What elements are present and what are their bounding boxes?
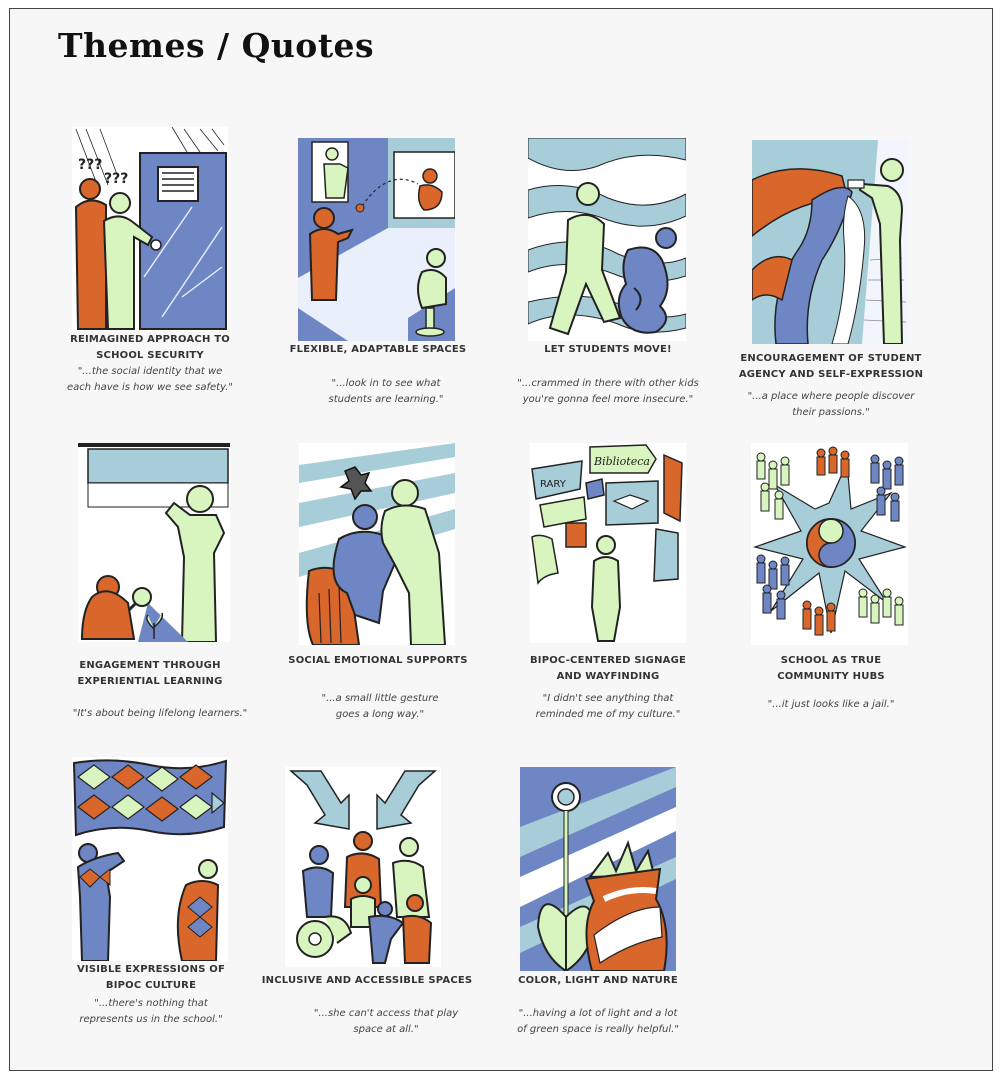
theme-quote-line: "...she can't access that play: [313, 1008, 459, 1019]
theme-title-line: VISIBLE EXPRESSIONS OF: [76, 964, 226, 975]
painting-wall-illustration: [752, 140, 909, 344]
theme-title: [486, 973, 710, 989]
sign-biblioteca-text: Biblioteca: [594, 455, 650, 468]
plant-sunlight-illustration: [520, 767, 676, 971]
theme-title-line: SOCIAL EMOTIONAL SUPPORTS: [288, 655, 468, 666]
flexible-space-illustration: [298, 138, 455, 341]
theme-quote-line: you're gonna feel more insecure.": [522, 394, 694, 405]
theme-title: [496, 653, 720, 685]
theme-quote-line: their passions.": [792, 407, 870, 418]
sign-library-text: RARY: [540, 479, 566, 490]
theme-title: [266, 653, 490, 669]
theme-title: [40, 332, 260, 364]
theme-title-line: ENCOURAGEMENT OF STUDENT: [740, 353, 922, 364]
theme-title-line: INCLUSIVE AND ACCESSIBLE SPACES: [261, 975, 473, 986]
svg-text:???: ???: [104, 171, 129, 187]
theme-quote-line: of green space is really helpful.": [517, 1024, 679, 1035]
theme-title: [722, 653, 940, 685]
theme-quote-line: reminded me of my culture.": [535, 709, 681, 720]
theme-title: [722, 351, 940, 383]
theme-quote-line: represents us in the school.": [79, 1014, 223, 1025]
theme-title-line: EXPERIENTIAL LEARNING: [77, 676, 223, 687]
theme-quote-line: "It's about being lifelong learners.": [72, 708, 248, 719]
theme-quote: [40, 706, 280, 722]
theme-title-line: BIPOC CULTURE: [105, 980, 197, 991]
theme-title-line: ENGAGEMENT THROUGH: [79, 660, 221, 671]
theme-title-line: AGENCY AND SELF-EXPRESSION: [738, 369, 924, 380]
theme-quote: [722, 697, 940, 713]
theme-quote: [276, 1006, 496, 1038]
svg-text:???: ???: [78, 157, 103, 173]
theme-title: [266, 342, 490, 358]
theme-quote: [496, 376, 720, 408]
theme-title-line: LET STUDENTS MOVE!: [544, 344, 672, 355]
inclusive-group-illustration: [285, 767, 441, 967]
theme-quote-line: goes a long way.": [335, 709, 425, 720]
theme-title: [252, 973, 482, 989]
theme-title-line: COLOR, LIGHT AND NATURE: [518, 975, 678, 986]
students-moving-illustration: [528, 138, 686, 341]
theme-quote: [276, 376, 496, 408]
theme-title-line: SCHOOL SECURITY: [96, 350, 204, 361]
magnifier-plant-illustration: [78, 443, 230, 642]
theme-quote-line: "...the social identity that we: [77, 366, 223, 377]
security-door-illustration: [72, 127, 228, 331]
theme-quote-line: each have is how we see safety.": [66, 382, 234, 393]
theme-quote-line: space at all.": [353, 1024, 419, 1035]
comforting-illustration: [299, 443, 455, 645]
theme-title: [496, 342, 720, 358]
theme-quote-line: "I didn't see anything that: [542, 693, 674, 704]
theme-quote: [720, 389, 942, 421]
theme-quote-line: "...a small little gesture: [321, 693, 439, 704]
theme-quote-line: "...it just looks like a jail.": [767, 699, 895, 710]
theme-title-line: FLEXIBLE, ADAPTABLE SPACES: [289, 344, 467, 355]
theme-quote-line: "...a place where people discover: [747, 391, 915, 402]
theme-quote: [270, 691, 490, 723]
theme-quote: [40, 996, 262, 1028]
theme-quote-line: "...crammed in there with other kids: [517, 378, 699, 389]
theme-title-line: AND WAYFINDING: [556, 671, 660, 682]
theme-title-line: COMMUNITY HUBS: [777, 671, 885, 682]
theme-title-line: BIPOC-CENTERED SIGNAGE: [529, 655, 687, 666]
cultural-patterns-illustration: [72, 757, 228, 961]
theme-quote: [496, 691, 720, 723]
theme-title-line: REIMAGINED APPROACH TO: [70, 334, 230, 345]
multilingual-signs-illustration: [530, 443, 686, 643]
theme-title: [40, 962, 262, 994]
community-hub-illustration: [751, 443, 908, 645]
theme-title-line: SCHOOL AS TRUE: [780, 655, 882, 666]
theme-quote-line: "...look in to see what: [331, 378, 441, 389]
theme-title: [40, 658, 260, 690]
theme-quote-line: "...having a lot of light and a lot: [518, 1008, 678, 1019]
theme-quote-line: students are learning.": [328, 394, 444, 405]
page-title: Themes / Quotes: [58, 26, 375, 65]
theme-quote: [484, 1006, 712, 1038]
theme-quote-line: "...there's nothing that: [94, 998, 208, 1009]
theme-quote: [40, 364, 260, 396]
